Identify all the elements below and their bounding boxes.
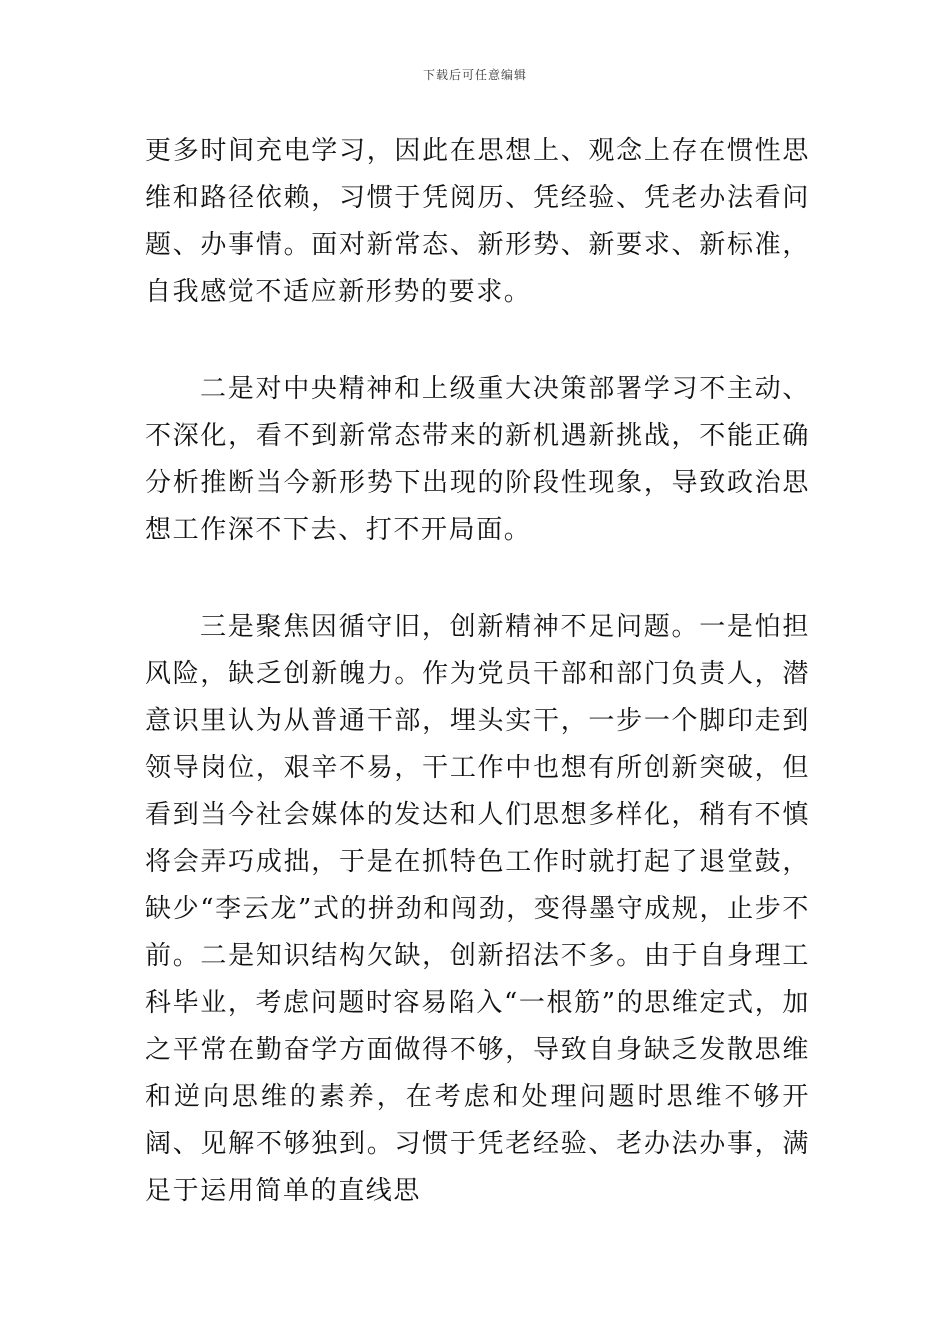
paragraph-point-two: 二是对中央精神和上级重大决策部署学习不主动、不深化，看不到新常态带来的新机遇新挑战，不能正确分析推断当今新形势下出现的阶段性现象，导致政治思想工作深不下去、打不开局面。 xyxy=(145,374,810,545)
paragraph-point-three: 三是聚焦因循守旧，创新精神不足问题。一是怕担风险，缺乏创新魄力。作为党员干部和部门负责人，潜意识里认为从普通干部，埋头实干，一步一个脚印走到领导岗位，艰辛不易，干工作中也想有所创新突破，但看到当今社会媒体的发达和人们思想多样化，稍有不慎将会弄巧成拙，于是在抓特色工作时就打起了退堂鼓，缺少“李云龙”式的拼劲和闯劲，变得墨守成规，止步不前。二是知识结构欠缺，创新招法不多。由于自身理工科毕业，考虑问题时容易陷入“一根筋”的思维定式，加之平常在勤奋学方面做得不够，导致自身缺乏发散思维和逆向思维的素养，在考虑和处理问题时思维不够开阔、见解不够独到。习惯于凭老经验、老办法办事，满足于运用简单的直线思 xyxy=(145,612,810,1206)
document-body xyxy=(145,128,810,1215)
paragraph-continuation: 更多时间充电学习，因此在思想上、观念上存在惯性思维和路径依赖，习惯于凭阅历、凭经验、凭老办法看问题、办事情。面对新常态、新形势、新要求、新标准，自我感觉不适应新形势的要求。 xyxy=(145,136,810,307)
header-note: 下载后可任意编辑 xyxy=(422,68,527,82)
